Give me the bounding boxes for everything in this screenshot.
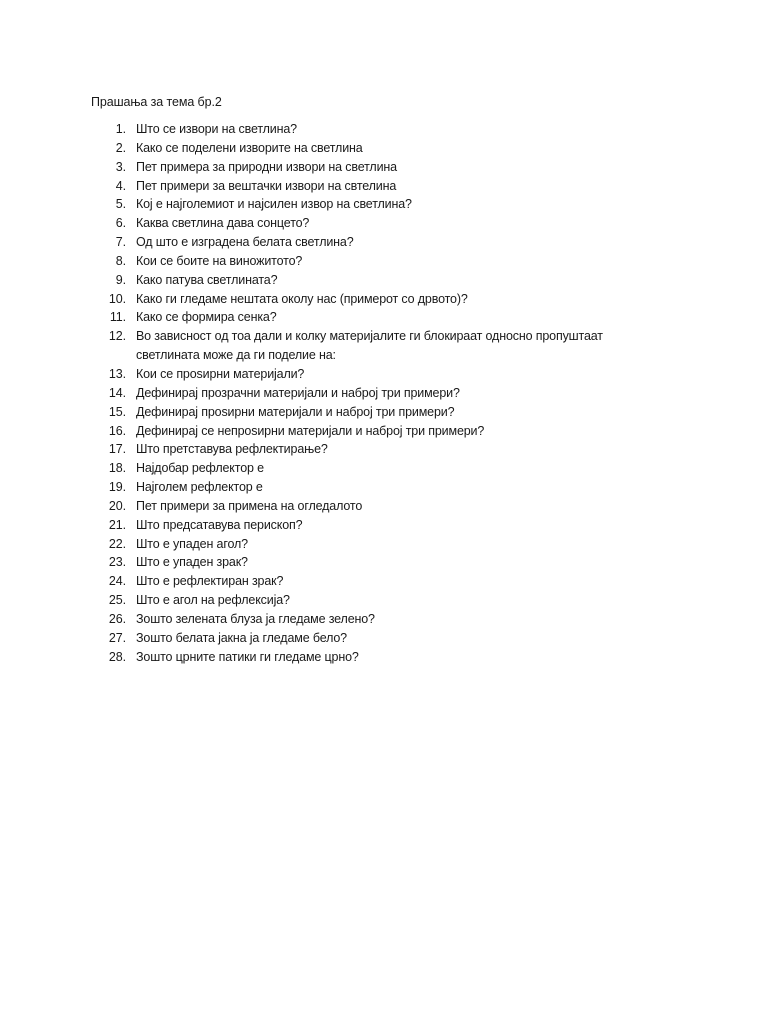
question-number: 27. bbox=[108, 630, 126, 645]
list-item bbox=[0, 459, 768, 478]
question-text: Каква светлина дава сонцето? bbox=[136, 216, 310, 231]
question-number: 26. bbox=[108, 611, 126, 626]
question-number: 4. bbox=[115, 178, 126, 193]
question-number: 28. bbox=[108, 649, 126, 664]
list-item bbox=[0, 158, 768, 177]
document-title: Прашања за тема бр.2 bbox=[91, 95, 222, 109]
question-number: 25. bbox=[108, 593, 126, 608]
list-item bbox=[0, 195, 768, 214]
question-text: Како се поделени изворите на светлина bbox=[136, 140, 363, 155]
question-number: 21. bbox=[108, 517, 126, 532]
question-text: Кој е најголемиот и најсилен извор на светлина? bbox=[136, 197, 412, 212]
question-number: 6. bbox=[115, 216, 126, 231]
question-number: 22. bbox=[108, 536, 126, 551]
list-item bbox=[0, 648, 768, 667]
question-number: 24. bbox=[108, 574, 126, 589]
question-text: Од што е изградена белата светлина? bbox=[136, 235, 354, 250]
question-text: Зошто црните патики ги гледаме црно? bbox=[136, 649, 359, 664]
question-number: 2. bbox=[115, 140, 126, 155]
list-item bbox=[0, 327, 768, 365]
list-item bbox=[0, 535, 768, 554]
list-item bbox=[0, 290, 768, 309]
question-number: 23. bbox=[108, 555, 126, 570]
list-item bbox=[0, 478, 768, 497]
question-number: 18. bbox=[108, 461, 126, 476]
list-item bbox=[0, 233, 768, 252]
question-number: 11. bbox=[109, 310, 126, 325]
question-text: Дефинирај се непроѕирни материјали и наброј три примери? bbox=[136, 423, 485, 438]
question-number: 10. bbox=[108, 291, 126, 306]
list-item bbox=[0, 271, 768, 290]
question-text: Како патува светлината? bbox=[136, 272, 278, 287]
list-item bbox=[0, 365, 768, 384]
question-text: Пет примери за примена на огледалото bbox=[136, 498, 363, 513]
question-text: Пет примери за вештачки извори на свтелина bbox=[136, 178, 397, 193]
question-number: 8. bbox=[115, 253, 126, 268]
question-text: Најголем рефлектор е bbox=[136, 480, 263, 495]
question-number: 3. bbox=[115, 159, 126, 174]
question-number: 14. bbox=[108, 385, 126, 400]
question-number: 16. bbox=[108, 423, 126, 438]
question-text: Кои се боите на виножитото? bbox=[136, 253, 303, 268]
list-item bbox=[0, 384, 768, 403]
list-item bbox=[0, 422, 768, 441]
question-number: 19. bbox=[108, 480, 126, 495]
question-number: 20. bbox=[108, 498, 126, 513]
list-item bbox=[0, 591, 768, 610]
question-number: 15. bbox=[108, 404, 126, 419]
list-item bbox=[0, 629, 768, 648]
question-number: 7. bbox=[115, 235, 126, 250]
list-item bbox=[0, 308, 768, 327]
question-text: Што се извори на светлина? bbox=[136, 122, 297, 136]
question-text: Што е рефлектиран зрак? bbox=[136, 574, 284, 589]
question-number: 5. bbox=[115, 197, 126, 212]
question-number: 13. bbox=[108, 366, 126, 381]
list-item bbox=[0, 440, 768, 459]
question-text: Како се формира сенка? bbox=[136, 310, 277, 325]
question-text: Зошто белата јакна ја гледаме бело? bbox=[136, 630, 347, 645]
question-number: 12. bbox=[108, 329, 126, 344]
list-item bbox=[0, 516, 768, 535]
question-text: Што е упаден агол? bbox=[136, 536, 248, 551]
list-item bbox=[0, 139, 768, 158]
question-text: Што е агол на рефлексија? bbox=[136, 593, 290, 608]
question-text: Како ги гледаме нештата околу нас (примерот со дрвото)? bbox=[136, 291, 468, 306]
question-text: Што е упаден зрак? bbox=[136, 555, 248, 570]
list-item bbox=[0, 610, 768, 629]
list-item bbox=[0, 177, 768, 196]
question-text: Дефинирај проѕирни материјали и наброј три примери? bbox=[136, 404, 455, 419]
question-text: Кои се проѕирни материјали? bbox=[136, 366, 305, 381]
question-list bbox=[0, 120, 768, 666]
list-item bbox=[0, 497, 768, 516]
list-item bbox=[0, 252, 768, 271]
list-item bbox=[0, 572, 768, 591]
question-text: Што предсатавува перископ? bbox=[136, 517, 303, 532]
question-text: Што претставува рефлектирање? bbox=[136, 442, 328, 457]
question-text: Зошто зелената блуза ја гледаме зелено? bbox=[136, 611, 375, 626]
list-item bbox=[0, 120, 768, 139]
question-text: Најдобар рефлектор е bbox=[136, 461, 264, 476]
list-item bbox=[0, 214, 768, 233]
question-text: Пет примера за природни извори на светлина bbox=[136, 159, 397, 174]
question-text: Дефинирај прозрачни материјали и наброј три примери? bbox=[136, 385, 460, 400]
list-item bbox=[0, 403, 768, 422]
question-text: Во зависност од тоа дали и колку материјалите ги блокираат односно пропуштаат светлината може да ги поделие на: bbox=[136, 329, 603, 363]
question-number: 1. bbox=[115, 122, 126, 136]
question-number: 17. bbox=[108, 442, 126, 457]
list-item bbox=[0, 553, 768, 572]
question-number: 9. bbox=[115, 272, 126, 287]
